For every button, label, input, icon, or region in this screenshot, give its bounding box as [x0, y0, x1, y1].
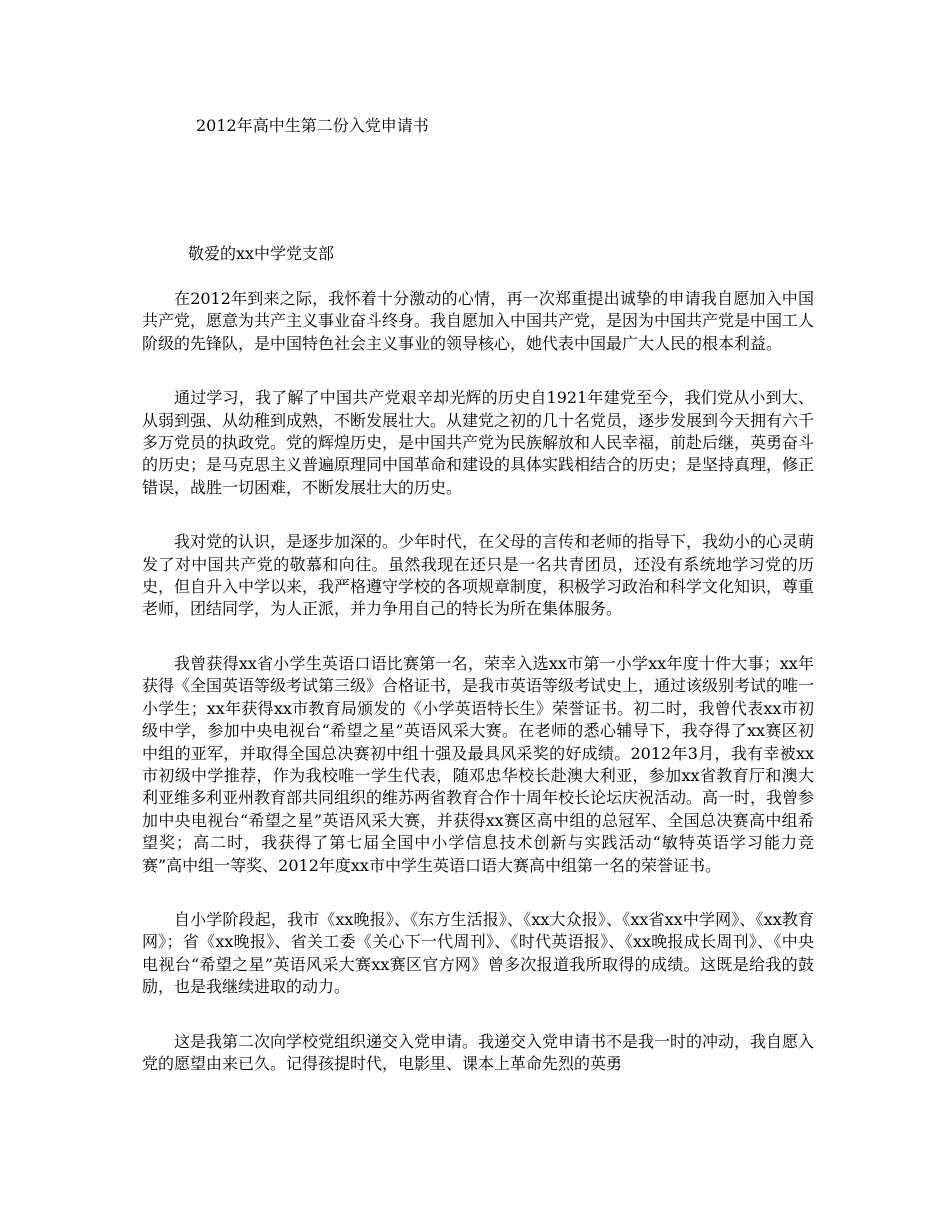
- paragraph-3: 我对党的认识，是逐步加深的。少年时代，在父母的言传和老师的指导下，我幼小的心灵萌发了对中国共产党的敬慕和向往。虽然我现在还只是一名共青团员，还没有系统地学习党的历史，但自升入中学以来，我严格遵守学校的各项规章制度，积极学习政治和科学文化知识，尊重老师，团结同学，为人正派，并力争用自己的特长为所在集体服务。: [142, 532, 815, 619]
- paragraph-5: 自小学阶段起，我市《xx晚报》、《东方生活报》、《xx大众报》、《xx省xx中学网》、《xx教育网》；省《xx晚报》、省关工委《关心下一代周刊》、《时代英语报》、《xx晚报成长周刊》、《中央电视台“希望之星”英语风采大赛xx赛区官方网》曾多次报道我所取得的成绩。这既是给我的鼓励，也是我继续进取的动力。: [142, 909, 814, 997]
- document-body: [142, 288, 814, 1107]
- paragraph-6: 这是我第二次向学校党组织递交入党申请。我递交入党申请书不是我一时的冲动，我自愿入党的愿望由来已久。记得孩提时代，电影里、课本上革命先烈的英勇: [142, 1031, 815, 1073]
- salutation: 敬爱的xx中学党支部: [188, 244, 335, 263]
- paragraph-2: 通过学习，我了解了中国共产党艰辛却光辉的历史自1921年建党至今，我们党从小到大、从弱到强、从幼稚到成熟，不断发展壮大。从建党之初的几十名党员，逐步发展到今天拥有六千多万党员的执政党。党的辉煌历史，是中国共产党为民族解放和人民幸福，前赴后继，英勇奋斗的历史；是马克思主义普遍原理同中国革命和建设的具体实践相结合的历史；是坚持真理，修正错误，战胜一切困难，不断发展壮大的历史。: [142, 388, 815, 497]
- paragraph-4: 我曾获得xx省小学生英语口语比赛第一名，荣幸入选xx市第一小学xx年度十件大事；xx年获得《全国英语等级考试第三级》合格证书，是我市英语等级考试史上，通过该级别考试的唯一小学生；xx年获得xx市教育局颁发的《小学英语特长生》荣誉证书。初二时，我曾代表xx市初级中学，参加中央电视台“希望之星”英语风采大赛。在老师的悉心辅导下，我夺得了xx赛区初中组的亚军，并取得全国总决赛初中组十强及最具风采奖的好成绩。2012年3月，我有幸被xx市初级中学推荐，作为我校唯一学生代表，随邓忠华校长赴澳大利亚，参加xx省教育厅和澳大利亚维多利亚州教育部共同组织的维苏两省教育合作十周年校长论坛庆祝活动。高一时，我曾参加中央电视台“希望之星”英语风采大赛，并获得xx赛区高中组的总冠军、全国总决赛高中组希望奖；高二时，我获得了第七届全国中小学信息技术创新与实践活动“敏特英语学习能力竞赛”高中组一等奖、2012年度xx市中学生英语口语大赛高中组第一名的荣誉证书。: [142, 653, 815, 875]
- document-title: 2012年高中生第二份入党申请书: [196, 116, 429, 135]
- paragraph-1: 在2012年到来之际，我怀着十分激动的心情，再一次郑重提出诚挚的申请我自愿加入中国共产党，愿意为共产主义事业奋斗终身。我自愿加入中国共产党，是因为中国共产党是中国工人阶级的先锋队，是中国特色社会主义事业的领导核心，她代表中国最广大人民的根本利益。: [142, 289, 815, 353]
